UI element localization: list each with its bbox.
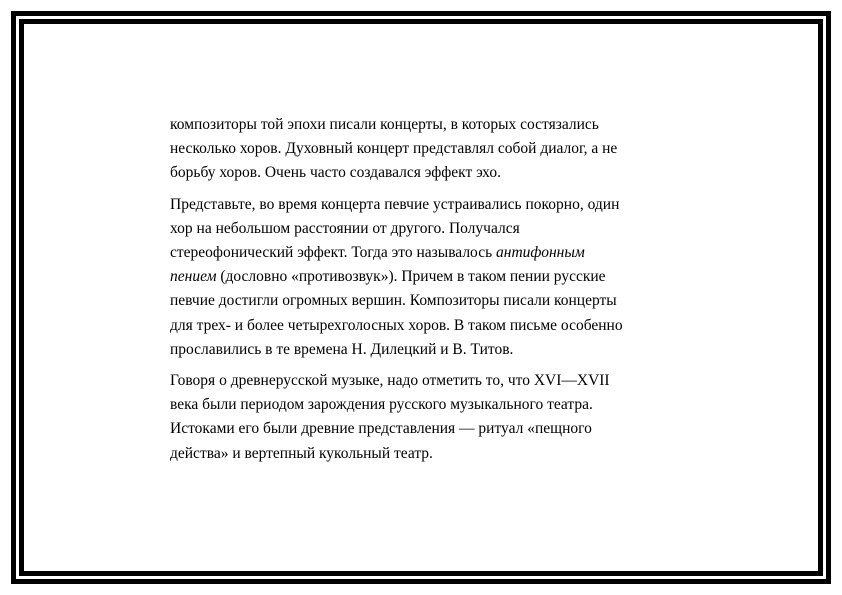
text-line: борьбу хоров. Очень часто создавался эффект эхо. (170, 164, 501, 182)
text-line: хор на небольшом расстоянии от другого. Получался (170, 219, 520, 237)
text-line: для трех- и более четырехголосных хоров. В таком письме особенно (170, 316, 623, 334)
text-line: Представьте, во время концерта певчие устраивались покорно, один (170, 195, 620, 213)
emphasis-antiphonal: антифонным (496, 244, 585, 262)
text-line: Говоря о древнерусской музыке, надо отметить то, что XVI—XVII (170, 372, 610, 390)
emphasis-singing: пением (170, 268, 217, 286)
text-line: (дословно «противозвук»). Причем в таком пении русские (216, 268, 606, 286)
text-line: века были периодом зарождения русского музыкального театра. (170, 396, 593, 414)
paragraph-2 (170, 193, 710, 362)
text-line: Истоками его были древние представления — ритуал «пещного (170, 420, 592, 438)
text-line: прославились в те времена Н. Дилецкий и В. Титов. (170, 340, 514, 358)
text-line: действа» и вертепный кукольный театр. (170, 444, 433, 462)
paragraph-1 (170, 113, 710, 186)
text-line: певчие достигли огромных вершин. Композиторы писали концерты (170, 292, 617, 310)
paragraph-3 (170, 369, 710, 466)
text-line: несколько хоров. Духовный концерт представлял собой диалог, а не (170, 140, 618, 158)
text-line: композиторы той эпохи писали концерты, в которых состязались (170, 116, 599, 133)
text-line: стереофонический эффект. Тогда это называлось (170, 244, 497, 262)
document-body (170, 113, 710, 473)
